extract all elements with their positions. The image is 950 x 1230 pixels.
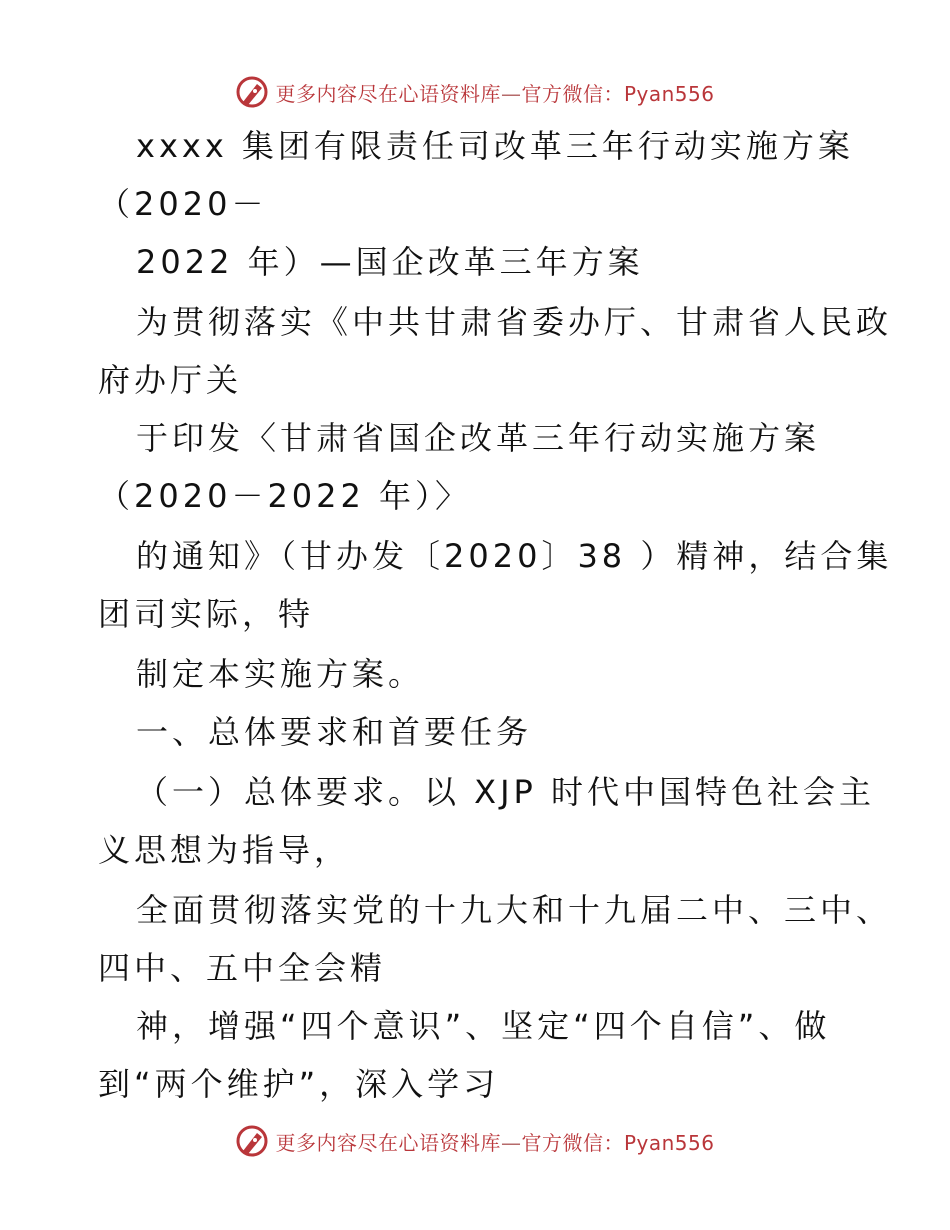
doc-paragraph-line: 府办厅关 bbox=[98, 361, 243, 399]
watermark-header bbox=[0, 72, 950, 112]
doc-section-heading: 一、总体要求和首要任务 bbox=[136, 713, 533, 751]
watermark-text: 更多内容尽在心语资料库—官方微信：Pyan556 bbox=[275, 81, 715, 106]
doc-paragraph-line: 团司实际，特 bbox=[98, 595, 315, 633]
watermark-footer bbox=[0, 1121, 950, 1161]
doc-paragraph-line: （2020－2022 年）〉 bbox=[98, 477, 472, 515]
doc-paragraph-line: （一）总体要求。以 XJP 时代中国特色社会主 bbox=[136, 773, 876, 811]
doc-paragraph-line: 制定本实施方案。 bbox=[136, 655, 425, 693]
doc-paragraph-line: 于印发〈甘肃省国企改革三年行动实施方案 bbox=[136, 419, 821, 457]
doc-paragraph-line: 义思想为指导， bbox=[98, 831, 351, 869]
doc-paragraph-line: 到“两个维护”，深入学习 bbox=[98, 1065, 500, 1103]
doc-title-line-3: 2022 年）—国企改革三年方案 bbox=[136, 243, 644, 281]
doc-paragraph-line: 全面贯彻落实党的十九大和十九届二中、三中、 bbox=[136, 891, 893, 929]
watermark-text: 更多内容尽在心语资料库—官方微信：Pyan556 bbox=[275, 1130, 715, 1155]
doc-paragraph-line: 神，增强“四个意识”、坚定“四个自信”、做 bbox=[136, 1007, 831, 1045]
doc-paragraph-line: 为贯彻落实《中共甘肃省委办厅、甘肃省人民政 bbox=[136, 303, 893, 341]
doc-paragraph-line: 的通知》（甘办发〔2020〕38 ）精神，结合集 bbox=[136, 537, 893, 575]
doc-title-line-1: xxxx 集团有限责任司改革三年行动实施方案 bbox=[136, 127, 854, 165]
pen-nib-logo-icon bbox=[235, 1124, 269, 1158]
doc-paragraph-line: 四中、五中全会精 bbox=[98, 949, 387, 987]
pen-nib-logo-icon bbox=[235, 75, 269, 109]
doc-title-line-2: （2020－ bbox=[98, 185, 268, 223]
